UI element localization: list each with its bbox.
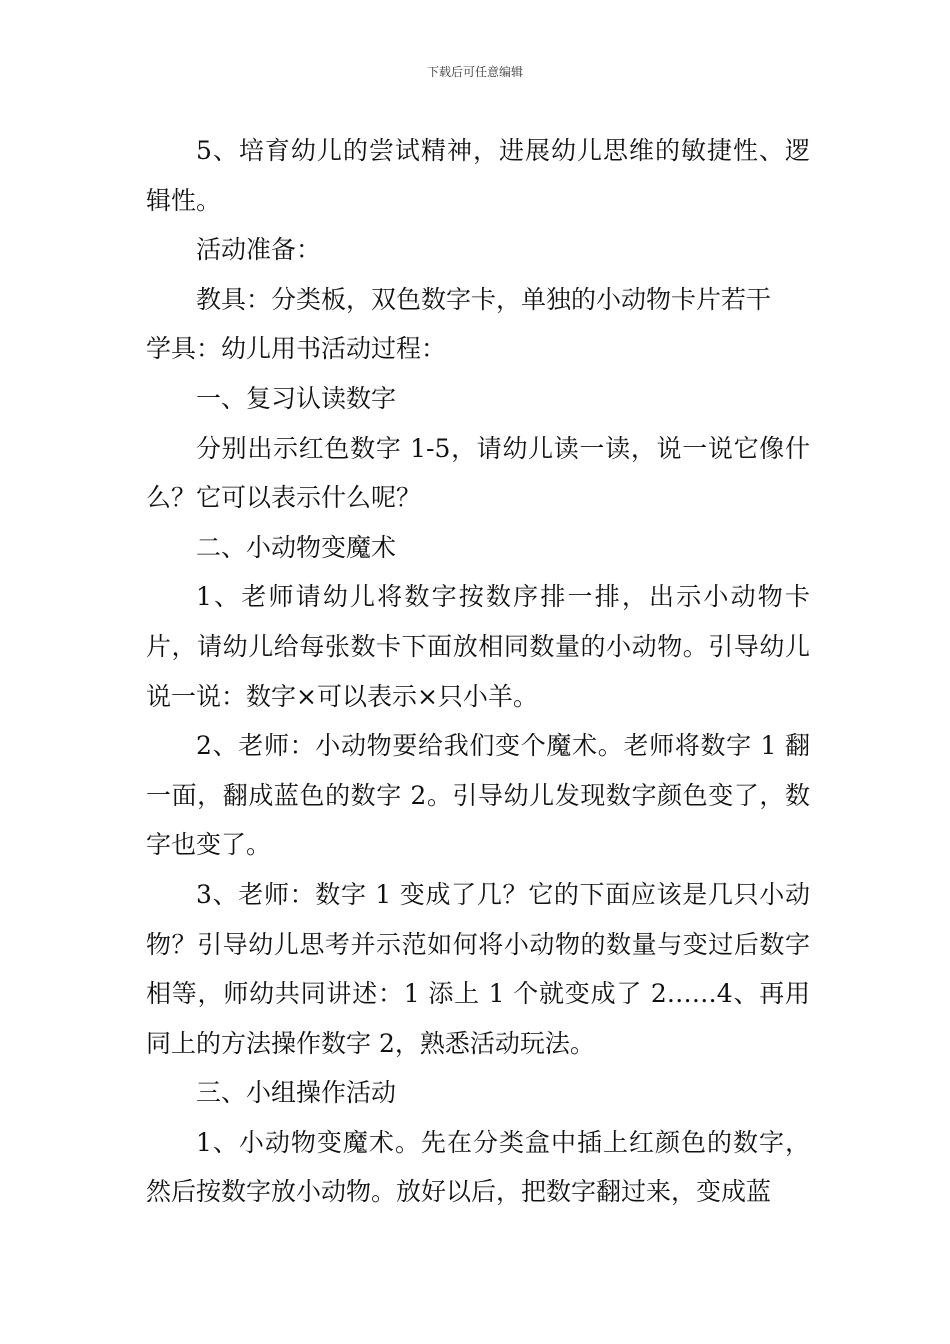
paragraph-learning-aids: 学具：幼儿用书活动过程： xyxy=(146,334,447,364)
paragraph-magic-step-1: 1、老师请幼儿将数字按数序排一排，出示小动物卡片，请幼儿给每张数卡下面放相同数量的小动物。引导幼儿说一说：数字×可以表示×只小羊。 xyxy=(146,582,810,711)
paragraph-magic-step-2: 2、老师：小动物要给我们变个魔术。老师将数字 1 翻一面，翻成蓝色的数字 2。引导幼儿发现数字颜色变了，数字也变了。 xyxy=(146,731,810,860)
document-body xyxy=(146,126,810,1217)
section-heading-review: 一、复习认读数字 xyxy=(196,383,397,413)
paragraph-goal-5: 5、培育幼儿的尝试精神，进展幼儿思维的敏捷性、逻辑性。 xyxy=(146,136,810,215)
paragraph-magic-step-3: 3、老师：数字 1 变成了几？它的下面应该是几只小动物？引导幼儿思考并示范如何将小动物的数量与变过后数字相等，师幼共同讲述：1 添上 1 个就变成了 2……4、再用同上的方法操作数字 2，熟悉活动玩法。 xyxy=(146,879,810,1058)
paragraph-group-step-1: 1、小动物变魔术。先在分类盒中插上红颜色的数字，然后按数字放小动物。放好以后，把数字翻过来，变成蓝 xyxy=(146,1127,810,1207)
page-header: 下载后可任意编辑 xyxy=(426,65,523,79)
section-heading-magic: 二、小动物变魔术 xyxy=(196,532,397,562)
paragraph-teaching-aids: 教具：分类板，双色数字卡，单独的小动物卡片若干 xyxy=(196,284,772,314)
paragraph-preparation-heading: 活动准备： xyxy=(196,235,322,265)
section-heading-group-activity: 三、小组操作活动 xyxy=(196,1078,397,1108)
paragraph-review: 分别出示红色数字 1-5，请幼儿读一读，说一说它像什么？它可以表示什么呢？ xyxy=(146,433,810,513)
